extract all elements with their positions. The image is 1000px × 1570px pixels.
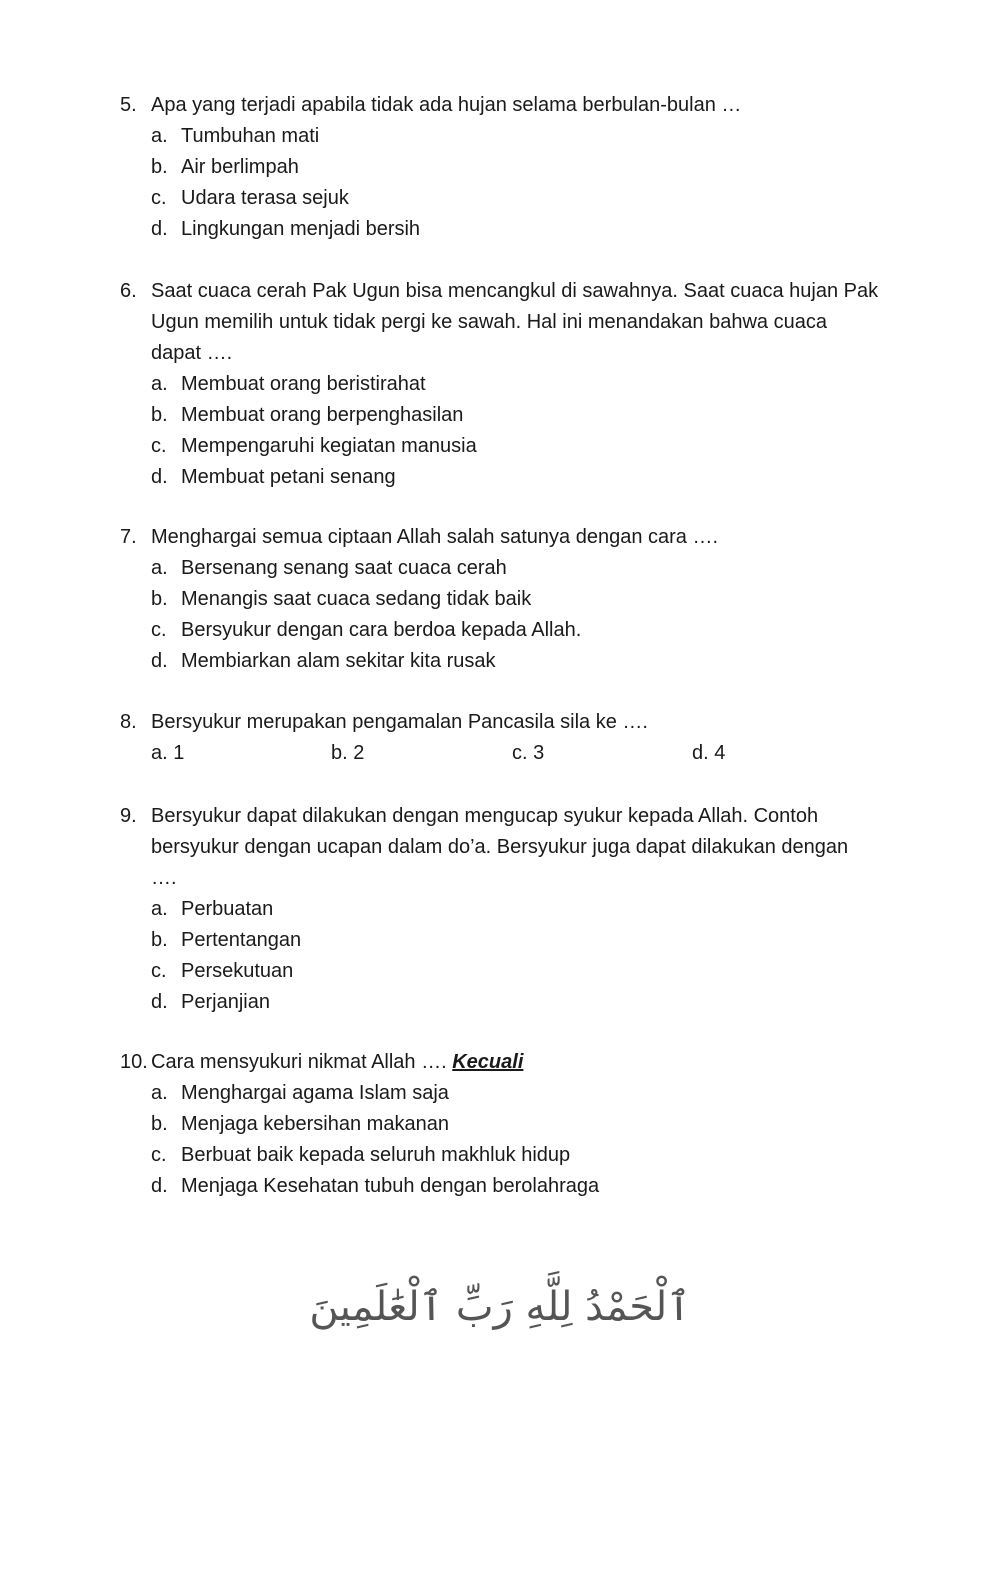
option-text: Membuat petani senang [181,466,396,488]
option-letter: d. [151,1175,168,1197]
option-text: Menangis saat cuaca sedang tidak baik [181,588,532,610]
option-text: Membiarkan alam sekitar kita rusak [181,650,496,672]
option-text: Perjanjian [181,991,270,1013]
question-text: Bersyukur merupakan pengamalan Pancasila sila ke …. [151,711,648,733]
option-d[interactable] [151,646,920,677]
question-number: 5. [120,94,137,116]
option-text: Berbuat baik kepada seluruh makhluk hidup [181,1144,571,1166]
question-text-line-1: Bersyukur dapat dilakukan dengan mengucap syukur kepada Allah. Contoh [151,805,819,827]
option-d[interactable] [151,214,920,245]
question-number: 10. [120,1051,148,1073]
option-letter: d. [151,991,168,1013]
question-6 [120,276,920,493]
option-text: Air berlimpah [181,156,299,178]
option-letter: a. [151,373,168,395]
option-a[interactable] [151,1078,920,1109]
option-letter: b. [151,588,168,610]
question-number: 7. [120,526,137,548]
option-letter: b. [151,1113,168,1135]
question-text-line-1: Saat cuaca cerah Pak Ugun bisa mencangkul di sawahnya. Saat cuaca hujan Pak [151,280,879,302]
option-letter: a. [151,125,168,147]
option-a[interactable] [151,553,920,584]
option-text: Bersyukur dengan cara berdoa kepada Allah. [181,619,582,641]
option-text: Bersenang senang saat cuaca cerah [181,557,507,579]
question-number: 6. [120,280,137,302]
option-d[interactable]: d. 4 [692,742,726,764]
question-text-line-2: Ugun memilih untuk tidak pergi ke sawah. Hal ini menandakan bahwa cuaca [151,311,827,333]
option-letter: a. [151,557,168,579]
question-text: Menghargai semua ciptaan Allah salah satunya dengan cara …. [151,526,719,548]
option-b[interactable]: b. 2 [331,742,365,764]
option-c[interactable] [151,431,920,462]
option-text: Membuat orang beristirahat [181,373,426,395]
option-text: Tumbuhan mati [181,125,320,147]
question-number: 9. [120,805,137,827]
option-text: Mempengaruhi kegiatan manusia [181,435,477,457]
question-text-line-2: bersyukur dengan ucapan dalam do’a. Bersyukur juga dapat dilakukan dengan [151,836,849,858]
question-10 [120,1047,920,1202]
option-d[interactable] [151,987,920,1018]
option-letter: a. [151,1082,168,1104]
option-text: Lingkungan menjadi bersih [181,218,421,240]
option-b[interactable] [151,925,920,956]
option-text: Menghargai agama Islam saja [181,1082,449,1104]
option-text: Perbuatan [181,898,274,920]
question-text-main: Cara mensyukuri nikmat Allah …. [151,1051,453,1073]
option-letter: d. [151,466,168,488]
option-d[interactable] [151,1171,920,1202]
option-a[interactable] [151,121,920,152]
question-text [151,1047,920,1078]
option-b[interactable] [151,1109,920,1140]
option-c[interactable] [151,615,920,646]
question-7 [120,522,920,677]
question-text-line-3: dapat …. [151,342,233,364]
option-c[interactable] [151,183,920,214]
question-8 [120,707,920,769]
option-b[interactable] [151,152,920,183]
option-letter: b. [151,404,168,426]
question-text-line-3: …. [151,867,177,889]
option-c[interactable] [151,956,920,987]
option-letter: c. [151,619,167,641]
question-text: Apa yang terjadi apabila tidak ada hujan selama berbulan-bulan … [151,94,742,116]
calligraphy-text: ٱلْحَمْدُ لِلَّهِ رَبِّ ٱلْعَٰلَمِينَ [309,1284,691,1330]
option-text: Persekutuan [181,960,294,982]
option-letter: c. [151,1144,167,1166]
option-c[interactable] [151,1140,920,1171]
question-5 [120,90,920,245]
option-letter: c. [151,435,167,457]
question-number: 8. [120,711,137,733]
option-letter: b. [151,929,168,951]
option-text: Udara terasa sejuk [181,187,349,209]
option-letter: d. [151,218,168,240]
option-b[interactable] [151,584,920,615]
option-text: Menjaga kebersihan makanan [181,1113,449,1135]
option-letter: c. [151,960,167,982]
question-9 [120,801,920,1018]
emphasis-kecuali: Kecuali [452,1051,524,1073]
option-c[interactable]: c. 3 [512,742,545,764]
option-text: Membuat orang berpenghasilan [181,404,464,426]
inline-options [120,738,920,769]
option-a[interactable] [151,894,920,925]
option-letter: d. [151,650,168,672]
option-a[interactable] [151,369,920,400]
option-letter: b. [151,156,168,178]
option-a[interactable]: a. 1 [151,742,185,764]
arabic-calligraphy-image [309,1268,691,1344]
option-d[interactable] [151,462,920,493]
option-letter: c. [151,187,167,209]
option-b[interactable] [151,400,920,431]
option-text: Pertentangan [181,929,302,951]
option-letter: a. [151,898,168,920]
option-text: Menjaga Kesehatan tubuh dengan berolahraga [181,1175,600,1197]
